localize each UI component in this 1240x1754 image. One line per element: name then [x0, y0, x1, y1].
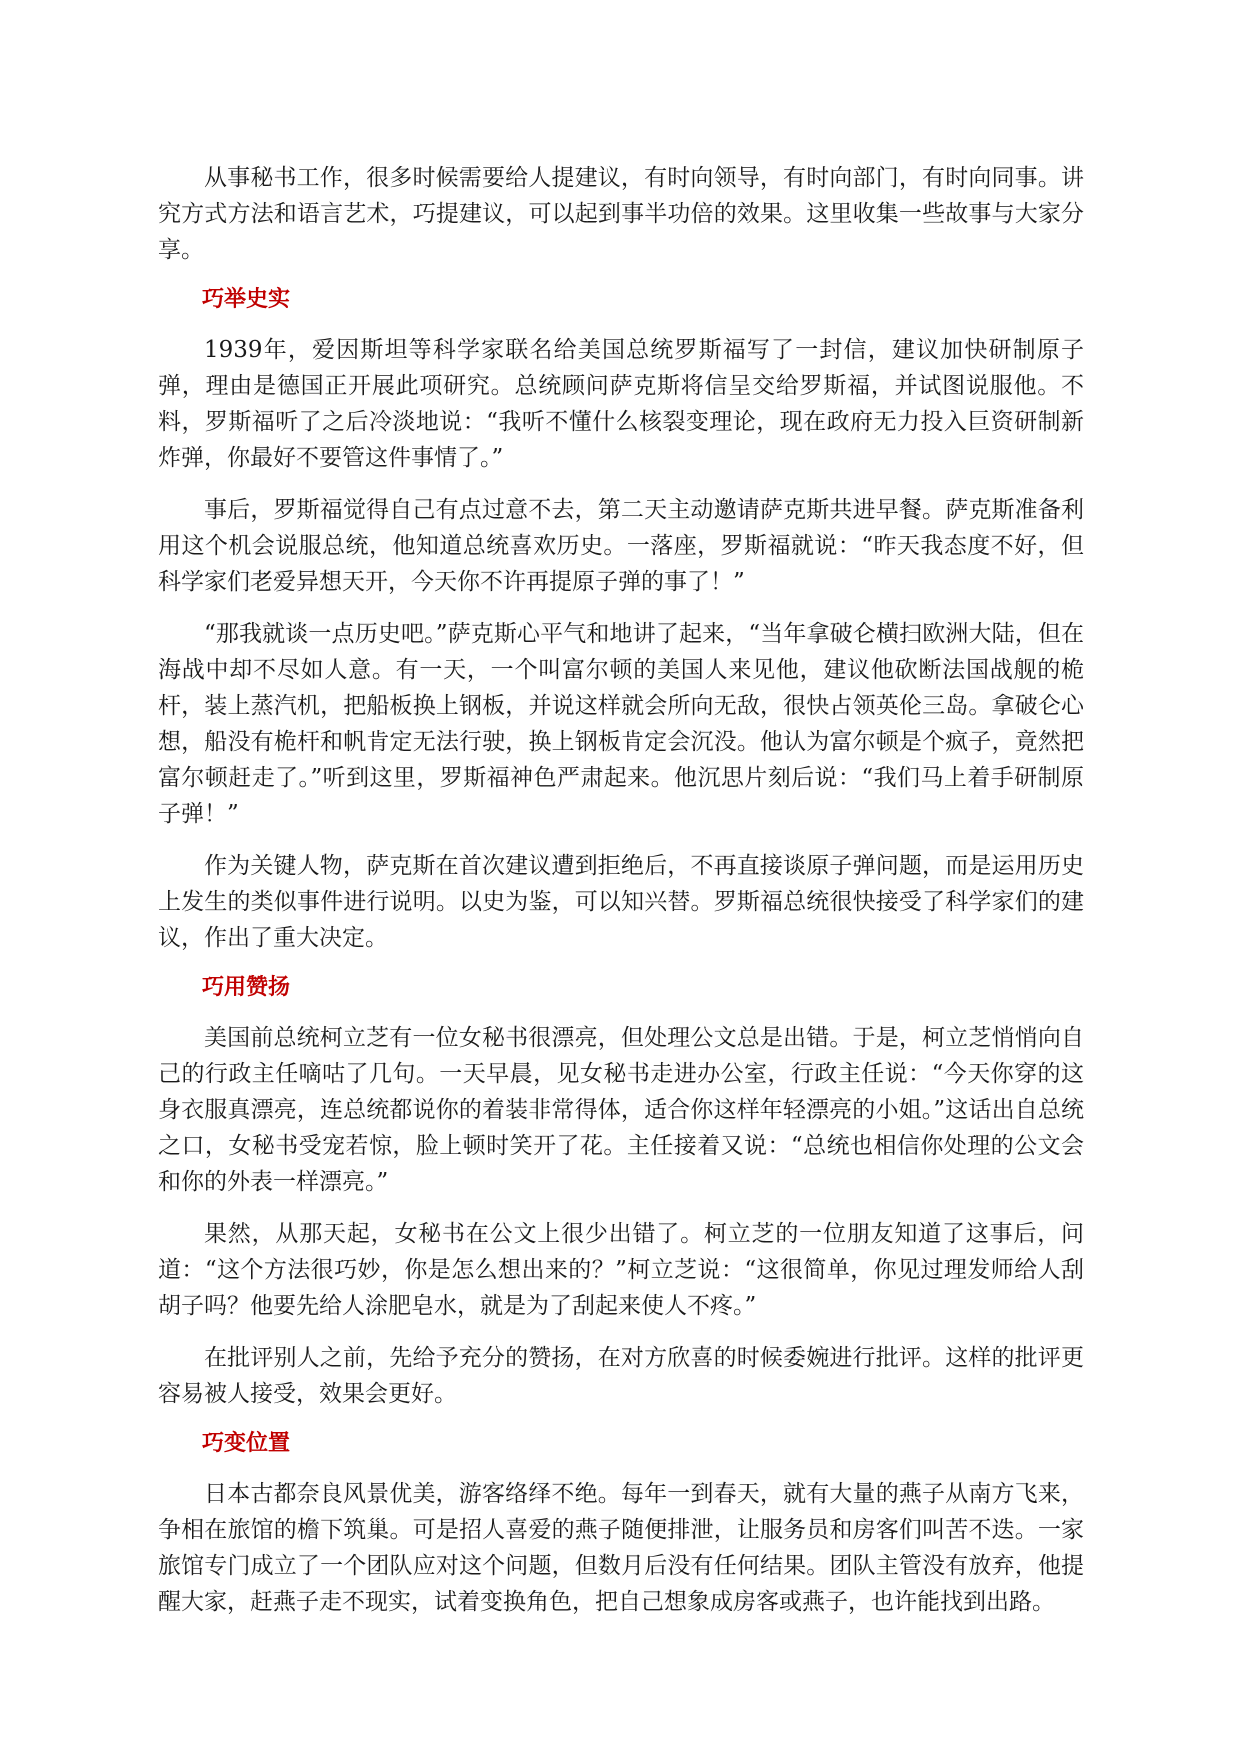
section-heading-history: 巧举史实 — [202, 287, 291, 312]
history-paragraph-4: 作为关键人物，萨克斯在首次建议遭到拒绝后，不再直接谈原子弹问题，而是运用历史上发生的类似事件进行说明。以史为鉴，可以知兴替。罗斯福总统很快接受了科学家们的建议，作出了重大决定。 — [158, 853, 1084, 951]
intro-paragraph: 从事秘书工作，很多时候需要给人提建议，有时向领导，有时向部门，有时向同事。讲究方式方法和语言艺术，巧提建议，可以起到事半功倍的效果。这里收集一些故事与大家分享。 — [158, 165, 1084, 263]
praise-paragraph-1: 美国前总统柯立芝有一位女秘书很漂亮，但处理公文总是出错。于是，柯立芝悄悄向自己的行政主任嘀咕了几句。一天早晨，见女秘书走进办公室，行政主任说：“今天你穿的这身衣服真漂亮，连总统都说你的着装非常得体，适合你这样年轻漂亮的小姐。”这话出自总统之口，女秘书受宠若惊，脸上顿时笑开了花。主任接着又说：“总统也相信你处理的公文会和你的外表一样漂亮。” — [158, 1025, 1084, 1195]
praise-paragraph-2: 果然，从那天起，女秘书在公文上很少出错了。柯立芝的一位朋友知道了这事后，问道：“这个方法很巧妙，你是怎么想出来的？”柯立芝说：“这很简单，你见过理发师给人刮胡子吗？他要先给人涂肥皂水，就是为了刮起来使人不疼。” — [158, 1221, 1084, 1319]
history-paragraph-3: “那我就谈一点历史吧。”萨克斯心平气和地讲了起来，“当年拿破仑横扫欧洲大陆，但在海战中却不尽如人意。有一天，一个叫富尔顿的美国人来见他，建议他砍断法国战舰的桅杆，装上蒸汽机，把船板换上钢板，并说这样就会所向无敌，很快占领英伦三岛。拿破仑心想，船没有桅杆和帆肯定无法行驶，换上钢板肯定会沉没。他认为富尔顿是个疯子，竟然把富尔顿赶走了。”听到这里，罗斯福神色严肃起来。他沉思片刻后说：“我们马上着手研制原子弹！” — [158, 621, 1084, 827]
perspective-paragraph-1: 日本古都奈良风景优美，游客络绎不绝。每年一到春天，就有大量的燕子从南方飞来，争相在旅馆的檐下筑巢。可是招人喜爱的燕子随便排泄，让服务员和房客们叫苦不迭。一家旅馆专门成立了一个团队应对这个问题，但数月后没有任何结果。团队主管没有放弃，他提醒大家，赶燕子走不现实，试着变换角色，把自己想象成房客或燕子，也许能找到出路。 — [158, 1481, 1084, 1615]
history-paragraph-2: 事后，罗斯福觉得自己有点过意不去，第二天主动邀请萨克斯共进早餐。萨克斯准备利用这个机会说服总统，他知道总统喜欢历史。一落座，罗斯福就说：“昨天我态度不好，但科学家们老爱异想天开，今天你不许再提原子弹的事了！” — [158, 497, 1084, 595]
section-heading-praise: 巧用赞扬 — [202, 975, 291, 1000]
section-heading-perspective: 巧变位置 — [202, 1431, 291, 1456]
document-body — [158, 160, 1084, 1636]
praise-paragraph-3: 在批评别人之前，先给予充分的赞扬，在对方欣喜的时候委婉进行批评。这样的批评更容易被人接受，效果会更好。 — [158, 1345, 1084, 1407]
history-paragraph-1: 1939年，爱因斯坦等科学家联名给美国总统罗斯福写了一封信，建议加快研制原子弹，理由是德国正开展此项研究。总统顾问萨克斯将信呈交给罗斯福，并试图说服他。不料，罗斯福听了之后冷淡地说：“我听不懂什么核裂变理论，现在政府无力投入巨资研制新炸弹，你最好不要管这件事情了。” — [158, 337, 1084, 471]
